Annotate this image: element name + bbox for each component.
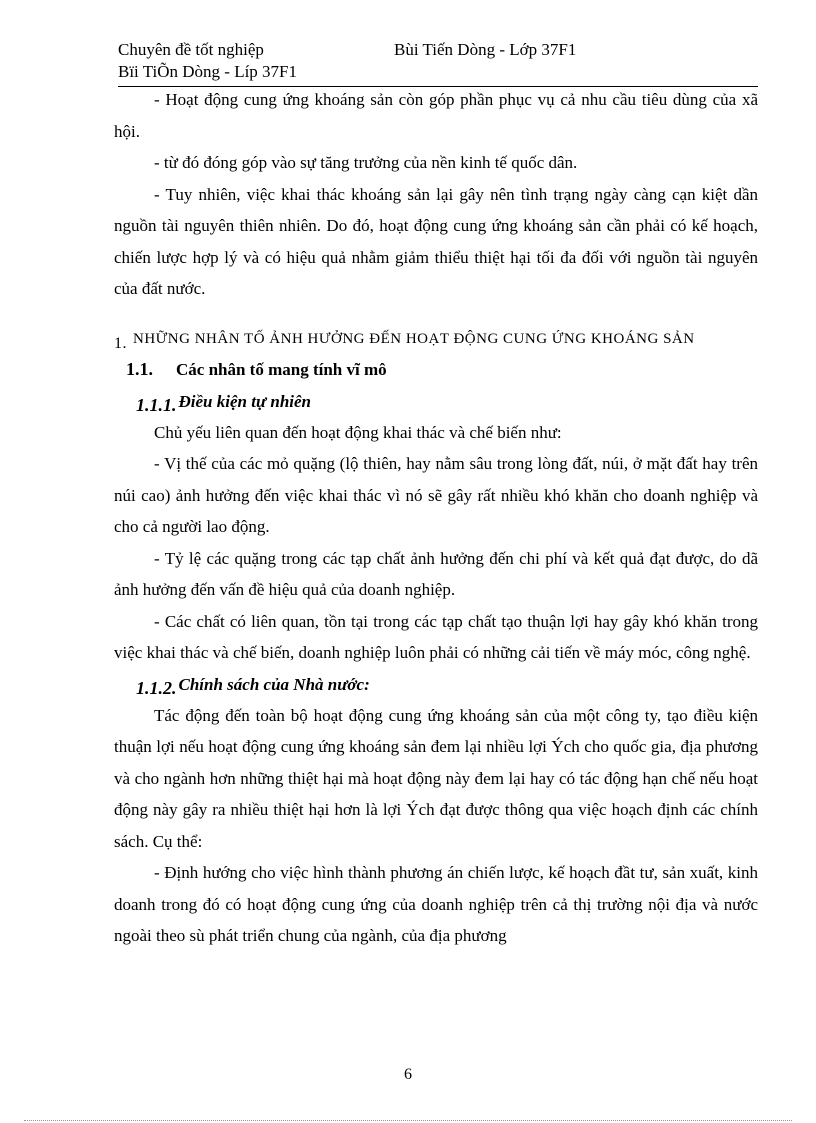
section-1-1-1-bullet-3: - Các chất có liên quan, tồn tại trong các tạp chất tạo thuận lợi hay gây khó khăn trong việc khai thác và chế biến, doanh nghiệp luôn phải có những cải tiến về máy móc, công nghệ. (114, 611, 758, 662)
section-1-1-2-heading (114, 669, 758, 700)
section-1-1-2-intro: Tác động đến toàn bộ hoạt động cung ứng khoáng sản của một công ty, tạo điều kiện thuận lợi nếu hoạt động cung ứng khoáng sản đem lại nhiều lợi Ých cho quốc gia, địa phương và cho ngành hơn những thiệt hại mà hoạt động này đem lại hay có tác động hạn chế nếu hoạt động này gây ra nhiều thiệt hại hơn là lợi Ých đạt được thông qua việc hoạch định các chính sách. Cụ thể: (114, 705, 758, 851)
section-1-1-2-bullet-1: - Định hướng cho việc hình thành phương án chiến lược, kế hoạch đầt tư, sản xuất, kinh doanh trong đó có hoạt động cung ứng của doanh nghiệp trên cả thị trường nội địa và nước ngoài theo sù phát triển chung của ngành, của địa phương (114, 863, 758, 945)
page-header (118, 40, 758, 87)
section-1-1-2-title: Chính sách của Nhà nước: (178, 674, 370, 694)
header-document-type: Chuyên đề tốt nghiệp (118, 40, 264, 59)
section-1-1-1-intro: Chủ yếu liên quan đến hoạt động khai thác và chế biến như: (154, 422, 562, 442)
section-1-1-2-number: 1.1.2. (136, 677, 177, 698)
intro-bullet-2: - từ đó đóng góp vào sự tăng trưởng của nền kinh tế quốc dân. (154, 153, 578, 172)
document-body (114, 84, 758, 952)
section-1-1-1-bullet-1: - Vị thế của các mỏ quặng (lộ thiên, hay nằm sâu trong lòng đất, núi, ở mặt đất hay trên núi cao) ảnh hưởng đến việc khai thác vì nó sẽ gây rất nhiều khó khăn cho doanh nghiệp và cho cả người lao động. (114, 454, 758, 536)
section-1-number: 1. (114, 334, 127, 352)
page-number: 6 (404, 1066, 412, 1083)
header-author-class-legacy: Bïi TiÕn Dòng - Líp 37F1 (118, 62, 298, 81)
section-1-1-number: 1.1. (126, 358, 153, 379)
section-1-heading (114, 325, 758, 353)
section-1-1-1-heading (114, 386, 758, 417)
section-1-1-1-number: 1.1.1. (136, 394, 177, 415)
section-1-1-1-bullet-2: - Tỷ lệ các quặng trong các tạp chất ảnh hưởng đến chi phí và kết quả đạt được, do dã ảnh hưởng đến vấn đề hiệu quả của doanh nghiệp. (114, 548, 758, 599)
intro-bullet-3: - Tuy nhiên, việc khai thác khoáng sản lại gây nên tình trạng ngày càng cạn kiệt dần nguồn tài nguyên thiên nhiên. Do đó, hoạt động cung ứng khoáng sản cần phải có kế hoạch, chiến lược hợp lý và có hiệu quả nhằm giảm thiểu thiệt hại tối đa đối với nguồn tài nguyên của đất nước. (114, 184, 758, 298)
page-bottom-border (24, 1120, 792, 1121)
intro-bullet-1: - Hoạt động cung ứng khoáng sản còn góp phần phục vụ cả nhu cầu tiêu dùng của xã hội. (114, 90, 758, 141)
section-1-1-title: Các nhân tố mang tính vĩ mô (176, 359, 387, 379)
header-author-class: Bùi Tiến Dòng - Lớp 37F1 (394, 40, 577, 59)
section-1-1-heading (114, 353, 758, 386)
section-1-1-1-title: Điều kiện tự nhiên (178, 391, 312, 411)
section-1-title: NHỮNG NHÂN TỐ ẢNH HƯỞNG ĐẾN HOẠT ĐỘNG CUNG ỨNG KHOÁNG SẢN (133, 330, 695, 347)
